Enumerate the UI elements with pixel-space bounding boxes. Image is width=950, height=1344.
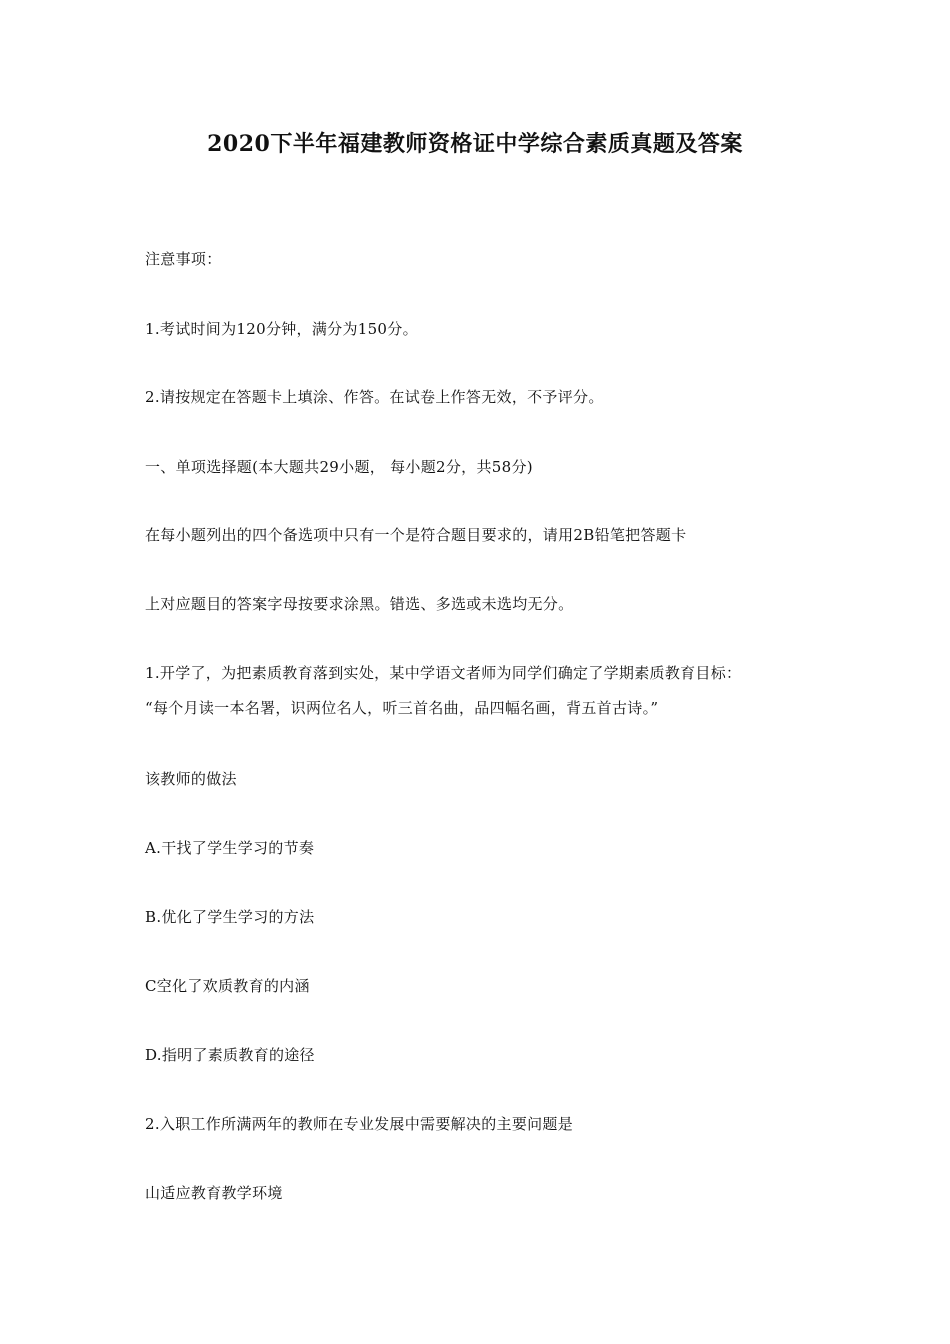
- question-2-stem: 2.入职工作所满两年的教师在专业发展中需要解决的主要问题是: [145, 1115, 574, 1133]
- notice-item: 1.考试时间为120分钟，满分为150分。: [145, 320, 418, 338]
- document-title: 2020下半年福建教师资格证中学综合素质真题及答案: [207, 131, 743, 157]
- question-1-option-d: D.指明了素质教育的途径: [145, 1046, 315, 1064]
- question-1-prompt: 该教师的做法: [145, 770, 237, 788]
- question-1-option-a: A.干找了学生学习的节奏: [145, 839, 315, 857]
- notice-heading: 注意事项：: [145, 250, 222, 268]
- question-1-stem: 1.开学了，为把素质教育落到实处，某中学语文者师为同学们确定了学期素质教育目标：: [145, 664, 742, 682]
- notice-item: 2.请按规定在答题卡上填涂、作答。在试卷上作答无效，不予评分。: [145, 388, 604, 406]
- question-1-option-b: B.优化了学生学习的方法: [145, 908, 315, 926]
- question-1-option-c: C空化了欢质教育的内涵: [145, 977, 310, 995]
- question-2-option-a: 山适应教育教学环境: [145, 1184, 283, 1202]
- section-heading: 一、单项选择题(本大题共29小题， 每小题2分，共58分): [145, 458, 533, 476]
- instruction-line: 上对应题目的答案字母按要求涂黑。错选、多选或未选均无分。: [145, 595, 574, 613]
- question-1-stem: “每个月读一本名署，识两位名人，听三首名曲，品四幅名画，背五首古诗。”: [145, 699, 659, 717]
- instruction-line: 在每小题列出的四个备选项中只有一个是符合题目要求的，请用2B铅笔把答题卡: [145, 526, 687, 544]
